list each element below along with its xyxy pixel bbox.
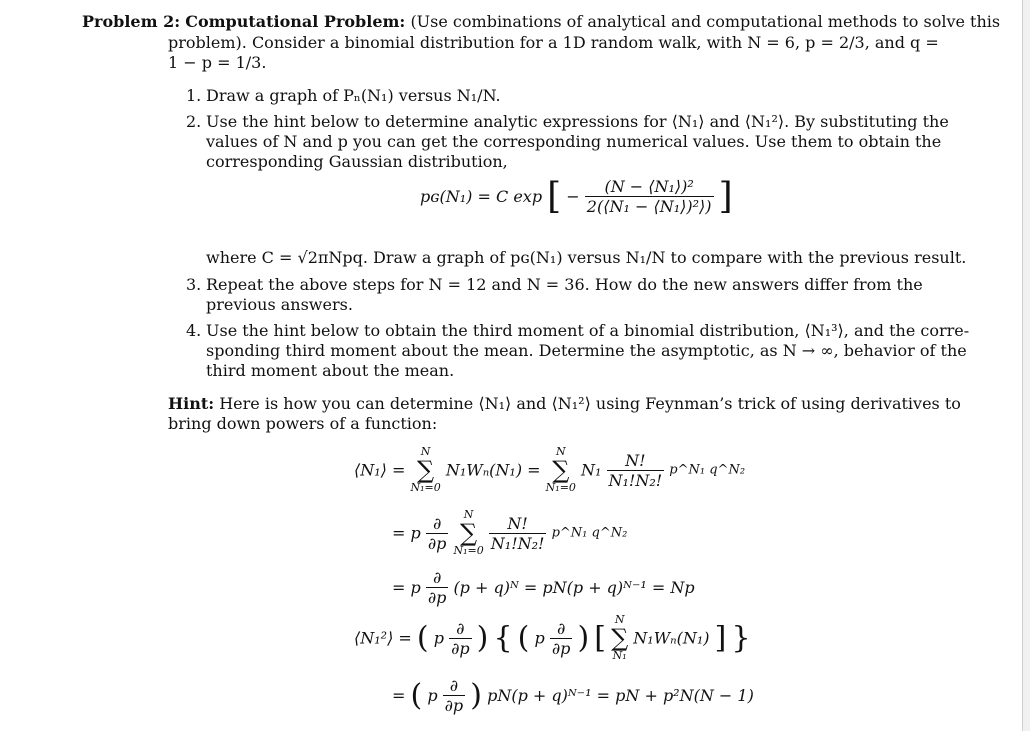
problem-intro-line2: problem). Consider a binomial distribution for a 1D random walk, with N = 6, p = 2/3, and q =: [168, 33, 939, 52]
item-4-line1: Use the hint below to obtain the third moment of a binomial distribution, ⟨N₁³⟩, and the corre-: [206, 321, 970, 340]
eq1-term1: N₁Wₙ(N₁) =: [445, 460, 541, 480]
eq1-sum-a-bot: N₁=0: [410, 481, 441, 494]
problem-heading: Computational Problem:: [185, 12, 406, 31]
eq4-d1-num: ∂: [456, 618, 465, 638]
eq2-tail: p^N₁ q^N₂: [551, 525, 628, 541]
eq4-sum: [611, 614, 628, 662]
problem-intro-text1: (Use combinations of analytical and computational methods to solve this: [410, 12, 1001, 31]
eq2-frac-den: N₁!N₂!: [490, 533, 545, 553]
equation-second-moment-1: ⟨N₁²⟩ = ( p $\frac{\partial}{\partial p}$ ) { ( p $\frac{\partial}{\partial p}$ ) [ N ∑ N₁ N₁Wₙ(N₁) ] }: [354, 613, 751, 662]
item-2-line1: Use the hint below to determine analytic expressions for ⟨N₁⟩ and ⟨N₁²⟩. By substituting the: [206, 112, 949, 131]
equation-second-moment-2: = ( p $\frac{\partial}{\partial p}$ ) pN(p + q)ᴺ⁻¹ = pN + p²N(N − 1): [392, 676, 754, 715]
sigma-icon: ∑: [552, 456, 570, 484]
hint-label: Hint:: [168, 394, 215, 413]
item-3-line1: Repeat the above steps for N = 12 and N = 36. How do the new answers differ from the: [206, 275, 923, 294]
eq3-d-num: ∂: [432, 568, 442, 587]
problem-label: Problem 2:: [82, 12, 181, 31]
eq4-derivative-2: [550, 619, 573, 658]
eq4-sum-bot: N₁: [612, 649, 627, 662]
eq4-paren-right-2: ): [577, 620, 590, 656]
eq3-d-den: ∂p: [427, 588, 447, 607]
eq2-d-den: ∂p: [427, 533, 447, 553]
gaussian-left-bracket: [: [547, 176, 562, 217]
eq1-sum-b: [546, 446, 576, 494]
eq5-derivative: [443, 676, 466, 715]
eq4-d2-den: ∂p: [551, 638, 571, 658]
eq4-derivative-1: [449, 619, 472, 658]
eq1-tail: p^N₁ q^N₂: [669, 462, 746, 478]
eq1-sum-a: [410, 446, 440, 494]
eq2-pre: = p: [392, 523, 421, 543]
eq4-paren-right-1: ): [476, 620, 489, 656]
gaussian-lhs: pɢ(N₁) = C exp: [420, 187, 543, 206]
item-4-line3: third moment about the mean.: [206, 361, 455, 380]
equation-mean-2: [392, 509, 627, 557]
eq1-lhs: ⟨N₁⟩ =: [354, 460, 406, 480]
problem-intro-line1: [82, 12, 1000, 32]
eq4-inner: N₁Wₙ(N₁): [633, 628, 710, 648]
eq2-fraction: [489, 514, 547, 553]
eq4-brace-right: }: [731, 620, 751, 656]
eq4-d2-num: ∂: [556, 618, 566, 638]
eq4-brace-left: {: [493, 620, 513, 656]
item-4-number: 4.: [186, 321, 202, 340]
equation-mean-1: [354, 446, 745, 494]
item-1-line1: Draw a graph of Pₙ(N₁) versus N₁/N.: [206, 86, 501, 105]
eq5-d-num: ∂: [449, 676, 459, 695]
item-3-line2: previous answers.: [206, 295, 353, 314]
eq4-lhs: ⟨N₁²⟩ =: [354, 628, 412, 648]
problem-intro-line3: 1 − p = 1/3.: [168, 53, 267, 72]
sigma-icon: ∑: [611, 624, 629, 652]
eq4-paren-left-2: (: [517, 620, 530, 656]
eq2-sum-top: N: [463, 508, 474, 521]
eq3-pre: = p: [392, 578, 421, 597]
eq2-d-num: ∂: [432, 513, 442, 533]
eq1-frac-den: N₁!N₂!: [608, 470, 663, 490]
eq1-term2-pre: N₁: [581, 460, 602, 480]
eq2-sum-bot: N₁=0: [453, 544, 484, 557]
gaussian-numerator: (N − ⟨N₁⟩)²: [604, 177, 694, 196]
eq5-paren-left: (: [410, 678, 423, 713]
gaussian-denominator: 2(⟨N₁ − ⟨N₁⟩)²⟩): [586, 197, 712, 216]
sigma-icon: ∑: [459, 519, 478, 547]
eq3-derivative: [426, 568, 449, 607]
gaussian-right-bracket: ]: [718, 176, 733, 217]
eq1-sum-b-bot: N₁=0: [545, 481, 576, 494]
eq5-paren-right: ): [470, 678, 482, 713]
item-2-line2: values of N and p you can get the corresponding numerical values. Use them to obtain the: [206, 132, 942, 151]
gaussian-equation: pɢ(N₁) = C exp [ − $\frac{\text{(N − ⟨N₁⟩)²}}{\text{2(⟨N₁ − ⟨N₁⟩)²⟩)}}$ ]: [420, 176, 733, 217]
eq4-paren-left-1: (: [416, 620, 429, 656]
eq2-frac-num: N!: [507, 513, 528, 533]
eq4-d1-den: ∂p: [451, 638, 470, 658]
item-2-line3: corresponding Gaussian distribution,: [206, 152, 508, 171]
hint-text1: Here is how you can determine ⟨N₁⟩ and ⟨N₁²⟩ using Feynman’s trick of using derivatives to: [219, 394, 961, 413]
eq2-derivative: [426, 514, 449, 553]
hint-line2: bring down powers of a function:: [168, 414, 438, 433]
item-2-number: 2.: [186, 112, 202, 131]
item-4-line2: sponding third moment about the mean. Determine the asymptotic, as N → ∞, behavior of the: [206, 341, 967, 360]
hint-line1: [168, 394, 961, 414]
eq2-sum: [453, 509, 483, 557]
eq4-sum-top: N: [614, 613, 625, 626]
eq3-tail: (p + q)ᴺ = pN(p + q)ᴺ⁻¹ = Np: [453, 578, 695, 597]
equation-mean-3: [392, 568, 695, 607]
eq4-bracket-right: ]: [714, 620, 727, 656]
eq1-frac-num: N!: [625, 450, 646, 470]
eq5-pre: =: [392, 686, 406, 705]
gaussian-where-line: where C = √2πNpq. Draw a graph of pɢ(N₁) versus N₁/N to compare with the previous result.: [206, 248, 967, 267]
eq4-bracket-left: [: [594, 620, 606, 656]
eq5-d-den: ∂p: [444, 696, 464, 715]
item-1-number: 1.: [186, 86, 202, 105]
gaussian-fraction: [585, 177, 714, 216]
item-3-number: 3.: [186, 275, 202, 294]
eq1-fraction: [607, 451, 665, 490]
sigma-icon: ∑: [417, 456, 435, 484]
eq1-sum-b-top: N: [555, 445, 566, 458]
eq5-tail: pN(p + q)ᴺ⁻¹ = pN + p²N(N − 1): [487, 686, 754, 705]
eq1-sum-a-top: N: [420, 445, 431, 458]
